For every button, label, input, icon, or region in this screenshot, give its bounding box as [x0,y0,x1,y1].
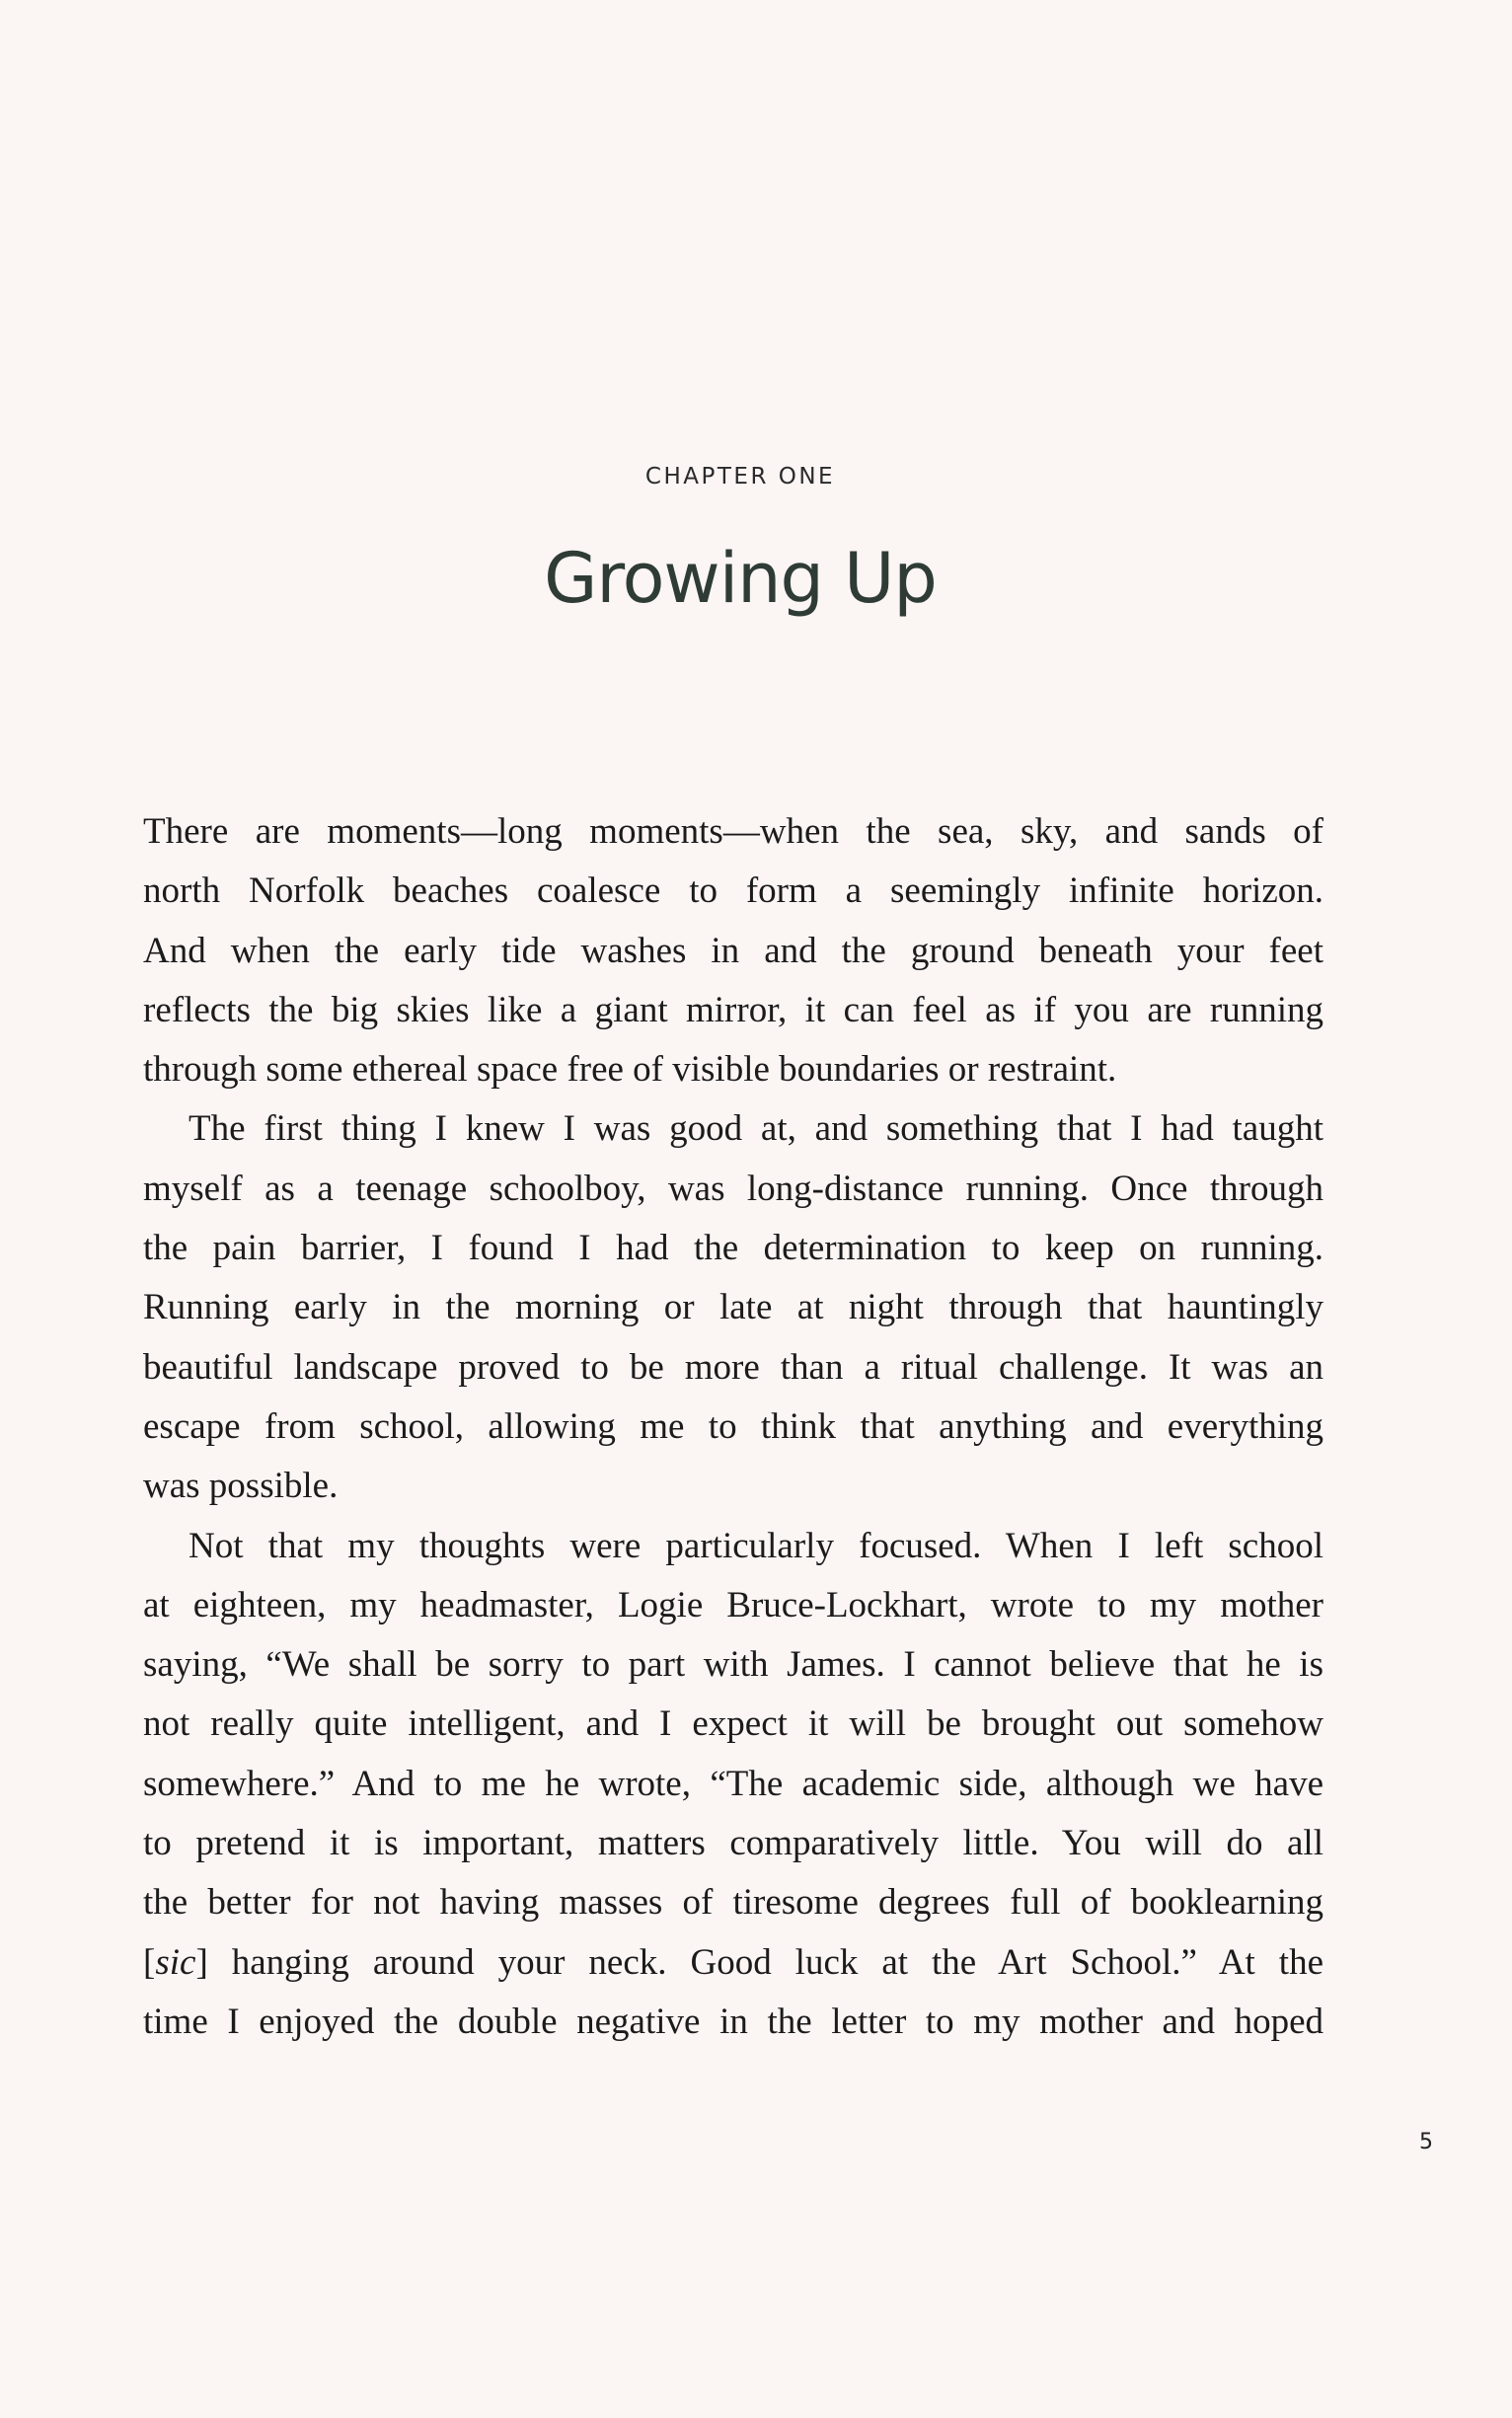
text-line: the better for not having masses of tiresome degrees full of booklearning [143,1882,1323,1924]
text-line: Running early in the morning or late at night through that hauntingly [143,1287,1323,1328]
text-line: at eighteen, my headmaster, Logie Bruce-Lockhart, wrote to my mother [143,1584,1323,1625]
text-line: And when the early tide washes in and the ground beneath your feet [143,930,1323,971]
text-line: somewhere.” And to me he wrote, “The academic side, although we have [143,1763,1323,1804]
sic-italic: sic [155,1941,196,1983]
chapter-label: CHAPTER ONE [644,464,836,490]
page-number: 5 [1419,2130,1433,2154]
text-line: saying, “We shall be sorry to part with James. I cannot believe that he is [143,1644,1323,1686]
text-line: The first thing I knew I was good at, and something that I had taught [189,1108,1323,1150]
text-line: north Norfolk beaches coalesce to form a seemingly infinite horizon. [143,870,1323,912]
text-line: the pain barrier, I found I had the determination to keep on running. [143,1228,1323,1269]
text-line: beautiful landscape proved to be more than a ritual challenge. It was an [143,1346,1323,1388]
text-line: through some ethereal space free of visible boundaries or restraint. [143,1049,1117,1091]
text-line: was possible. [143,1466,339,1507]
text-line: to pretend it is important, matters comparatively little. You will do all [143,1823,1323,1864]
text-line: escape from school, allowing me to think that anything and everything [143,1405,1323,1447]
paragraph-1 [143,802,1323,1099]
text-line: time I enjoyed the double negative in the letter to my mother and hoped [143,2001,1323,2042]
text-line: reflects the big skies like a giant mirror, it can feel as if you are running [143,989,1323,1030]
chapter-title: Growing Up [544,538,937,619]
text-line: myself as a teenage schoolboy, was long-distance running. Once through [143,1168,1323,1209]
text-line: [sic] hanging around your neck. Good luck at the Art School.” At the [143,1941,1323,1983]
paragraph-3 [143,1517,1323,2053]
body-text [143,802,1323,2052]
text-line: not really quite intelligent, and I expect it will be brought out somehow [143,1703,1323,1745]
paragraph-2 [143,1099,1323,1516]
text-line: Not that my thoughts were particularly focused. When I left school [189,1525,1323,1566]
text-line: There are moments—long moments—when the sea, sky, and sands of [143,811,1323,852]
